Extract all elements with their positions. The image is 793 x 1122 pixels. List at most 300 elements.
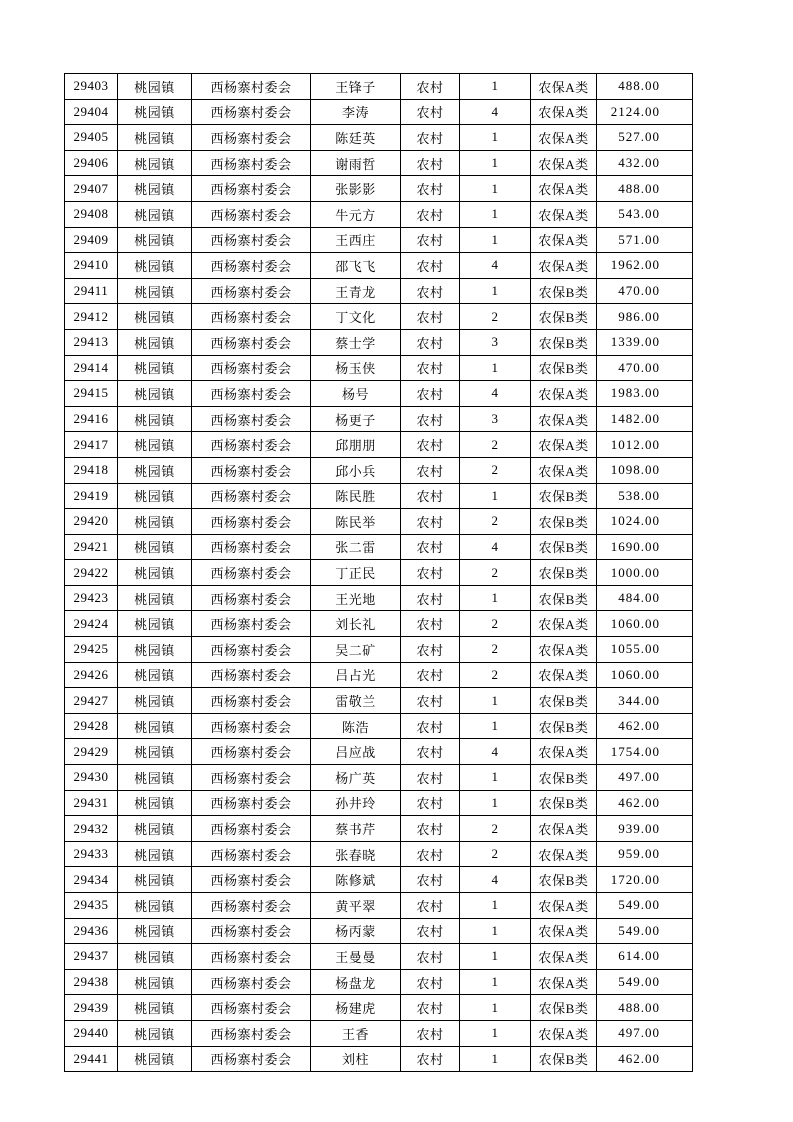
serial-number-cell: 29441 — [65, 1046, 118, 1072]
person-count-cell: 1 — [460, 713, 531, 739]
village-committee-cell: 西杨寨村委会 — [192, 765, 311, 791]
insurance-category-cell: 农保B类 — [531, 1046, 597, 1072]
table-row — [65, 662, 693, 688]
person-count-cell: 1 — [460, 893, 531, 919]
person-count-cell: 1 — [460, 944, 531, 970]
town-cell: 桃园镇 — [118, 816, 192, 842]
town-cell: 桃园镇 — [118, 739, 192, 765]
household-type-cell: 农村 — [401, 790, 460, 816]
town-cell: 桃园镇 — [118, 406, 192, 432]
insurance-category-cell: 农保B类 — [531, 483, 597, 509]
amount-cell: 497.00 — [597, 765, 693, 791]
town-cell: 桃园镇 — [118, 969, 192, 995]
table-row — [65, 739, 693, 765]
table-row — [65, 406, 693, 432]
person-count-cell: 4 — [460, 99, 531, 125]
amount-cell: 959.00 — [597, 841, 693, 867]
serial-number-cell: 29430 — [65, 765, 118, 791]
town-cell: 桃园镇 — [118, 304, 192, 330]
person-count-cell: 1 — [460, 278, 531, 304]
table-row — [65, 278, 693, 304]
town-cell: 桃园镇 — [118, 765, 192, 791]
amount-cell: 1720.00 — [597, 867, 693, 893]
person-name-cell: 刘长礼 — [311, 611, 401, 637]
table-body — [65, 74, 693, 1072]
person-name-cell: 王西庄 — [311, 227, 401, 253]
person-name-cell: 谢雨哲 — [311, 150, 401, 176]
village-committee-cell: 西杨寨村委会 — [192, 585, 311, 611]
household-type-cell: 农村 — [401, 893, 460, 919]
household-type-cell: 农村 — [401, 841, 460, 867]
person-count-cell: 2 — [460, 637, 531, 663]
serial-number-cell: 29418 — [65, 457, 118, 483]
insurance-category-cell: 农保B类 — [531, 713, 597, 739]
town-cell: 桃园镇 — [118, 432, 192, 458]
serial-number-cell: 29432 — [65, 816, 118, 842]
serial-number-cell: 29422 — [65, 560, 118, 586]
amount-cell: 538.00 — [597, 483, 693, 509]
town-cell: 桃园镇 — [118, 611, 192, 637]
amount-cell: 462.00 — [597, 1046, 693, 1072]
insurance-category-cell: 农保B类 — [531, 867, 597, 893]
person-name-cell: 丁正民 — [311, 560, 401, 586]
village-committee-cell: 西杨寨村委会 — [192, 688, 311, 714]
person-name-cell: 牛元方 — [311, 201, 401, 227]
household-type-cell: 农村 — [401, 765, 460, 791]
insurance-category-cell: 农保A类 — [531, 816, 597, 842]
table-row — [65, 355, 693, 381]
amount-cell: 549.00 — [597, 893, 693, 919]
insurance-category-cell: 农保A类 — [531, 432, 597, 458]
village-committee-cell: 西杨寨村委会 — [192, 995, 311, 1021]
insurance-category-cell: 农保B类 — [531, 355, 597, 381]
village-committee-cell: 西杨寨村委会 — [192, 918, 311, 944]
household-type-cell: 农村 — [401, 688, 460, 714]
household-type-cell: 农村 — [401, 509, 460, 535]
person-count-cell: 1 — [460, 74, 531, 100]
town-cell: 桃园镇 — [118, 125, 192, 151]
household-type-cell: 农村 — [401, 483, 460, 509]
town-cell: 桃园镇 — [118, 918, 192, 944]
table-row — [65, 381, 693, 407]
amount-cell: 939.00 — [597, 816, 693, 842]
village-committee-cell: 西杨寨村委会 — [192, 150, 311, 176]
table-row — [65, 1046, 693, 1072]
household-type-cell: 农村 — [401, 278, 460, 304]
village-committee-cell: 西杨寨村委会 — [192, 841, 311, 867]
village-committee-cell: 西杨寨村委会 — [192, 201, 311, 227]
serial-number-cell: 29410 — [65, 253, 118, 279]
person-count-cell: 1 — [460, 969, 531, 995]
village-committee-cell: 西杨寨村委会 — [192, 611, 311, 637]
insurance-category-cell: 农保A类 — [531, 253, 597, 279]
person-count-cell: 2 — [460, 611, 531, 637]
household-type-cell: 农村 — [401, 534, 460, 560]
village-committee-cell: 西杨寨村委会 — [192, 329, 311, 355]
village-committee-cell: 西杨寨村委会 — [192, 304, 311, 330]
village-committee-cell: 西杨寨村委会 — [192, 355, 311, 381]
serial-number-cell: 29408 — [65, 201, 118, 227]
village-committee-cell: 西杨寨村委会 — [192, 278, 311, 304]
village-committee-cell: 西杨寨村委会 — [192, 560, 311, 586]
village-committee-cell: 西杨寨村委会 — [192, 483, 311, 509]
person-name-cell: 蔡士学 — [311, 329, 401, 355]
town-cell: 桃园镇 — [118, 534, 192, 560]
household-type-cell: 农村 — [401, 381, 460, 407]
table-row — [65, 585, 693, 611]
insurance-category-cell: 农保A类 — [531, 662, 597, 688]
insurance-category-cell: 农保A类 — [531, 918, 597, 944]
amount-cell: 462.00 — [597, 790, 693, 816]
insurance-category-cell: 农保A类 — [531, 381, 597, 407]
town-cell: 桃园镇 — [118, 713, 192, 739]
amount-cell: 1055.00 — [597, 637, 693, 663]
insurance-category-cell: 农保A类 — [531, 637, 597, 663]
insurance-category-cell: 农保A类 — [531, 969, 597, 995]
person-name-cell: 邱小兵 — [311, 457, 401, 483]
household-type-cell: 农村 — [401, 816, 460, 842]
table-row — [65, 432, 693, 458]
village-committee-cell: 西杨寨村委会 — [192, 534, 311, 560]
amount-cell: 488.00 — [597, 995, 693, 1021]
person-count-cell: 2 — [460, 432, 531, 458]
person-count-cell: 4 — [460, 867, 531, 893]
person-count-cell: 2 — [460, 457, 531, 483]
household-type-cell: 农村 — [401, 150, 460, 176]
serial-number-cell: 29404 — [65, 99, 118, 125]
person-count-cell: 3 — [460, 406, 531, 432]
serial-number-cell: 29421 — [65, 534, 118, 560]
town-cell: 桃园镇 — [118, 483, 192, 509]
person-name-cell: 杨广英 — [311, 765, 401, 791]
table-row — [65, 509, 693, 535]
town-cell: 桃园镇 — [118, 790, 192, 816]
amount-cell: 549.00 — [597, 969, 693, 995]
amount-cell: 1060.00 — [597, 662, 693, 688]
insurance-category-cell: 农保B类 — [531, 509, 597, 535]
person-name-cell: 陈浩 — [311, 713, 401, 739]
insurance-category-cell: 农保A类 — [531, 150, 597, 176]
amount-cell: 2124.00 — [597, 99, 693, 125]
person-count-cell: 2 — [460, 560, 531, 586]
insurance-category-cell: 农保B类 — [531, 278, 597, 304]
person-name-cell: 陈廷英 — [311, 125, 401, 151]
person-count-cell: 4 — [460, 534, 531, 560]
household-type-cell: 农村 — [401, 867, 460, 893]
person-count-cell: 1 — [460, 125, 531, 151]
household-type-cell: 农村 — [401, 560, 460, 586]
person-count-cell: 1 — [460, 176, 531, 202]
household-type-cell: 农村 — [401, 227, 460, 253]
serial-number-cell: 29427 — [65, 688, 118, 714]
person-count-cell: 1 — [460, 688, 531, 714]
table-row — [65, 253, 693, 279]
insurance-category-cell: 农保A类 — [531, 74, 597, 100]
village-committee-cell: 西杨寨村委会 — [192, 816, 311, 842]
insurance-category-cell: 农保A类 — [531, 125, 597, 151]
serial-number-cell: 29440 — [65, 1020, 118, 1046]
amount-cell: 488.00 — [597, 176, 693, 202]
serial-number-cell: 29414 — [65, 355, 118, 381]
town-cell: 桃园镇 — [118, 253, 192, 279]
town-cell: 桃园镇 — [118, 841, 192, 867]
household-type-cell: 农村 — [401, 995, 460, 1021]
person-name-cell: 杨玉侠 — [311, 355, 401, 381]
table-row — [65, 969, 693, 995]
person-count-cell: 1 — [460, 1020, 531, 1046]
serial-number-cell: 29424 — [65, 611, 118, 637]
household-type-cell: 农村 — [401, 406, 460, 432]
serial-number-cell: 29433 — [65, 841, 118, 867]
town-cell: 桃园镇 — [118, 227, 192, 253]
household-type-cell: 农村 — [401, 74, 460, 100]
town-cell: 桃园镇 — [118, 99, 192, 125]
insurance-category-cell: 农保B类 — [531, 765, 597, 791]
person-name-cell: 王香 — [311, 1020, 401, 1046]
person-name-cell: 刘柱 — [311, 1046, 401, 1072]
table-row — [65, 944, 693, 970]
person-count-cell: 2 — [460, 816, 531, 842]
amount-cell: 1962.00 — [597, 253, 693, 279]
village-committee-cell: 西杨寨村委会 — [192, 1020, 311, 1046]
person-name-cell: 陈民胜 — [311, 483, 401, 509]
insurance-category-cell: 农保A类 — [531, 406, 597, 432]
table-row — [65, 790, 693, 816]
person-count-cell: 1 — [460, 355, 531, 381]
household-type-cell: 农村 — [401, 253, 460, 279]
person-name-cell: 邵飞飞 — [311, 253, 401, 279]
village-committee-cell: 西杨寨村委会 — [192, 893, 311, 919]
insurance-category-cell: 农保A类 — [531, 227, 597, 253]
town-cell: 桃园镇 — [118, 585, 192, 611]
town-cell: 桃园镇 — [118, 329, 192, 355]
village-committee-cell: 西杨寨村委会 — [192, 739, 311, 765]
town-cell: 桃园镇 — [118, 944, 192, 970]
person-count-cell: 2 — [460, 841, 531, 867]
village-committee-cell: 西杨寨村委会 — [192, 381, 311, 407]
insurance-category-cell: 农保A类 — [531, 841, 597, 867]
household-type-cell: 农村 — [401, 944, 460, 970]
person-count-cell: 2 — [460, 304, 531, 330]
village-committee-cell: 西杨寨村委会 — [192, 227, 311, 253]
amount-cell: 527.00 — [597, 125, 693, 151]
person-name-cell: 张影影 — [311, 176, 401, 202]
amount-cell: 571.00 — [597, 227, 693, 253]
household-type-cell: 农村 — [401, 304, 460, 330]
amount-cell: 344.00 — [597, 688, 693, 714]
person-count-cell: 1 — [460, 201, 531, 227]
household-type-cell: 农村 — [401, 713, 460, 739]
benefits-table — [64, 73, 693, 1072]
insurance-category-cell: 农保B类 — [531, 995, 597, 1021]
amount-cell: 986.00 — [597, 304, 693, 330]
person-count-cell: 1 — [460, 483, 531, 509]
person-count-cell: 1 — [460, 585, 531, 611]
household-type-cell: 农村 — [401, 1046, 460, 1072]
table-row — [65, 841, 693, 867]
village-committee-cell: 西杨寨村委会 — [192, 509, 311, 535]
town-cell: 桃园镇 — [118, 74, 192, 100]
town-cell: 桃园镇 — [118, 201, 192, 227]
amount-cell: 1012.00 — [597, 432, 693, 458]
person-name-cell: 吕占光 — [311, 662, 401, 688]
household-type-cell: 农村 — [401, 969, 460, 995]
person-name-cell: 丁文化 — [311, 304, 401, 330]
household-type-cell: 农村 — [401, 637, 460, 663]
table-row — [65, 867, 693, 893]
insurance-category-cell: 农保B类 — [531, 585, 597, 611]
serial-number-cell: 29428 — [65, 713, 118, 739]
serial-number-cell: 29439 — [65, 995, 118, 1021]
town-cell: 桃园镇 — [118, 662, 192, 688]
town-cell: 桃园镇 — [118, 176, 192, 202]
household-type-cell: 农村 — [401, 176, 460, 202]
table-row — [65, 227, 693, 253]
table-row — [65, 995, 693, 1021]
insurance-category-cell: 农保B类 — [531, 790, 597, 816]
amount-cell: 1339.00 — [597, 329, 693, 355]
town-cell: 桃园镇 — [118, 1046, 192, 1072]
town-cell: 桃园镇 — [118, 867, 192, 893]
village-committee-cell: 西杨寨村委会 — [192, 253, 311, 279]
amount-cell: 1690.00 — [597, 534, 693, 560]
household-type-cell: 农村 — [401, 739, 460, 765]
town-cell: 桃园镇 — [118, 355, 192, 381]
household-type-cell: 农村 — [401, 918, 460, 944]
village-committee-cell: 西杨寨村委会 — [192, 1046, 311, 1072]
serial-number-cell: 29412 — [65, 304, 118, 330]
serial-number-cell: 29411 — [65, 278, 118, 304]
table-row — [65, 99, 693, 125]
insurance-category-cell: 农保B类 — [531, 304, 597, 330]
person-count-cell: 1 — [460, 790, 531, 816]
village-committee-cell: 西杨寨村委会 — [192, 944, 311, 970]
serial-number-cell: 29425 — [65, 637, 118, 663]
person-name-cell: 杨丙蒙 — [311, 918, 401, 944]
amount-cell: 488.00 — [597, 74, 693, 100]
serial-number-cell: 29420 — [65, 509, 118, 535]
table-row — [65, 457, 693, 483]
table-row — [65, 918, 693, 944]
insurance-category-cell: 农保A类 — [531, 611, 597, 637]
town-cell: 桃园镇 — [118, 1020, 192, 1046]
amount-cell: 1983.00 — [597, 381, 693, 407]
insurance-category-cell: 农保B类 — [531, 329, 597, 355]
household-type-cell: 农村 — [401, 611, 460, 637]
serial-number-cell: 29406 — [65, 150, 118, 176]
amount-cell: 1482.00 — [597, 406, 693, 432]
household-type-cell: 农村 — [401, 201, 460, 227]
table-row — [65, 534, 693, 560]
household-type-cell: 农村 — [401, 457, 460, 483]
person-name-cell: 张二雷 — [311, 534, 401, 560]
person-name-cell: 王青龙 — [311, 278, 401, 304]
amount-cell: 1060.00 — [597, 611, 693, 637]
amount-cell: 614.00 — [597, 944, 693, 970]
table-row — [65, 637, 693, 663]
serial-number-cell: 29407 — [65, 176, 118, 202]
village-committee-cell: 西杨寨村委会 — [192, 176, 311, 202]
town-cell: 桃园镇 — [118, 688, 192, 714]
serial-number-cell: 29434 — [65, 867, 118, 893]
serial-number-cell: 29436 — [65, 918, 118, 944]
household-type-cell: 农村 — [401, 99, 460, 125]
table-row — [65, 765, 693, 791]
household-type-cell: 农村 — [401, 432, 460, 458]
insurance-category-cell: 农保B类 — [531, 560, 597, 586]
serial-number-cell: 29403 — [65, 74, 118, 100]
town-cell: 桃园镇 — [118, 150, 192, 176]
serial-number-cell: 29426 — [65, 662, 118, 688]
amount-cell: 1024.00 — [597, 509, 693, 535]
table-row — [65, 688, 693, 714]
amount-cell: 1098.00 — [597, 457, 693, 483]
serial-number-cell: 29405 — [65, 125, 118, 151]
serial-number-cell: 29429 — [65, 739, 118, 765]
person-name-cell: 张春晓 — [311, 841, 401, 867]
person-count-cell: 4 — [460, 381, 531, 407]
person-count-cell: 4 — [460, 739, 531, 765]
household-type-cell: 农村 — [401, 585, 460, 611]
insurance-category-cell: 农保A类 — [531, 176, 597, 202]
village-committee-cell: 西杨寨村委会 — [192, 713, 311, 739]
serial-number-cell: 29423 — [65, 585, 118, 611]
table-row — [65, 150, 693, 176]
table-row — [65, 713, 693, 739]
amount-cell: 1000.00 — [597, 560, 693, 586]
village-committee-cell: 西杨寨村委会 — [192, 125, 311, 151]
town-cell: 桃园镇 — [118, 381, 192, 407]
town-cell: 桃园镇 — [118, 278, 192, 304]
insurance-category-cell: 农保A类 — [531, 1020, 597, 1046]
table-row — [65, 816, 693, 842]
amount-cell: 543.00 — [597, 201, 693, 227]
household-type-cell: 农村 — [401, 1020, 460, 1046]
serial-number-cell: 29431 — [65, 790, 118, 816]
town-cell: 桃园镇 — [118, 560, 192, 586]
person-name-cell: 雷敬兰 — [311, 688, 401, 714]
amount-cell: 432.00 — [597, 150, 693, 176]
person-name-cell: 杨更子 — [311, 406, 401, 432]
village-committee-cell: 西杨寨村委会 — [192, 867, 311, 893]
person-count-cell: 3 — [460, 329, 531, 355]
amount-cell: 470.00 — [597, 355, 693, 381]
town-cell: 桃园镇 — [118, 893, 192, 919]
serial-number-cell: 29419 — [65, 483, 118, 509]
person-name-cell: 王曼曼 — [311, 944, 401, 970]
table-row — [65, 483, 693, 509]
person-count-cell: 1 — [460, 227, 531, 253]
serial-number-cell: 29438 — [65, 969, 118, 995]
table-row — [65, 304, 693, 330]
person-name-cell: 杨盘龙 — [311, 969, 401, 995]
insurance-category-cell: 农保A类 — [531, 99, 597, 125]
town-cell: 桃园镇 — [118, 637, 192, 663]
amount-cell: 470.00 — [597, 278, 693, 304]
table-sheet — [64, 73, 693, 1072]
table-row — [65, 176, 693, 202]
table-row — [65, 74, 693, 100]
person-name-cell: 陈民举 — [311, 509, 401, 535]
insurance-category-cell: 农保A类 — [531, 739, 597, 765]
amount-cell: 1754.00 — [597, 739, 693, 765]
amount-cell: 462.00 — [597, 713, 693, 739]
village-committee-cell: 西杨寨村委会 — [192, 662, 311, 688]
person-name-cell: 孙井玲 — [311, 790, 401, 816]
serial-number-cell: 29416 — [65, 406, 118, 432]
insurance-category-cell: 农保A类 — [531, 201, 597, 227]
serial-number-cell: 29437 — [65, 944, 118, 970]
